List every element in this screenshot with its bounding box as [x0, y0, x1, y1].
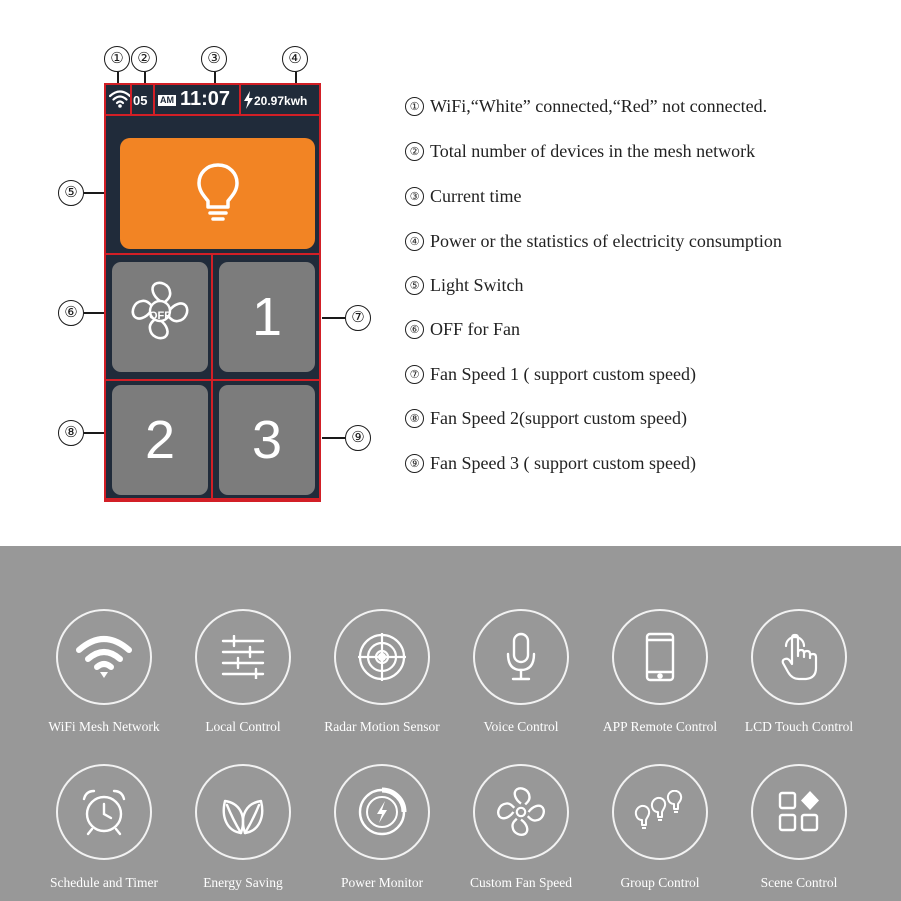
callout-7-leader	[322, 317, 345, 319]
callout-8: ⑧	[58, 420, 84, 446]
legend-item	[405, 408, 687, 429]
legend-text: Fan Speed 2(support custom speed)	[430, 408, 687, 428]
legend-text: Fan Speed 3 ( support custom speed)	[430, 453, 696, 473]
power-monitor-icon	[334, 764, 430, 860]
legend-item	[405, 231, 782, 252]
callout-3: ③	[201, 46, 227, 72]
legend-item	[405, 275, 524, 296]
legend-number: ⑤	[405, 276, 424, 295]
legend-number: ①	[405, 97, 424, 116]
light-switch-button[interactable]	[120, 138, 315, 249]
legend-item	[405, 319, 520, 340]
fan-speed-3-button[interactable]: 3	[219, 385, 315, 495]
callout-9-leader	[322, 437, 345, 439]
microphone-icon	[473, 609, 569, 705]
legend-item	[405, 186, 521, 207]
status-divider	[130, 85, 132, 115]
callout-5: ⑤	[58, 180, 84, 206]
switch-lcd-screen	[104, 83, 321, 500]
callout-7: ⑦	[345, 305, 371, 331]
feature-label: Radar Motion Sensor	[324, 719, 440, 734]
legend-item	[405, 364, 696, 385]
legend-number: ②	[405, 142, 424, 161]
legend-number: ④	[405, 232, 424, 251]
current-time: 11:07	[180, 88, 231, 110]
feature-label: Voice Control	[483, 719, 559, 734]
feature-label: LCD Touch Control	[744, 719, 854, 734]
callout-4: ④	[282, 46, 308, 72]
bulb-group-icon	[612, 764, 708, 860]
status-bar	[106, 85, 319, 116]
fan-icon	[473, 764, 569, 860]
legend-text: WiFi,“White” connected,“Red” not connected.	[430, 96, 768, 116]
device-count: 05	[133, 93, 148, 108]
fan-speed-2-button[interactable]: 2	[112, 385, 208, 495]
feature-label: WiFi Mesh Network	[48, 719, 160, 734]
legend-number: ⑥	[405, 320, 424, 339]
wifi-icon	[56, 609, 152, 705]
callout-1: ①	[104, 46, 130, 72]
feature-label: APP Remote Control	[602, 719, 718, 734]
scene-grid-icon	[751, 764, 847, 860]
legend-number: ③	[405, 187, 424, 206]
legend-text: Current time	[430, 186, 522, 206]
legend-text: Fan Speed 1 ( support custom speed)	[430, 364, 696, 384]
legend-text: Light Switch	[430, 275, 524, 295]
bolt-icon	[243, 91, 254, 113]
callout-6: ⑥	[58, 300, 84, 326]
alarm-clock-icon	[56, 764, 152, 860]
am-pm-badge: AM	[160, 95, 174, 105]
legend-number: ⑨	[405, 454, 424, 473]
feature-label: Energy Saving	[203, 875, 283, 890]
legend-text: Power or the statistics of electricity consumption	[430, 231, 782, 251]
fan-off-button[interactable]	[112, 262, 208, 372]
legend-number: ⑧	[405, 409, 424, 428]
feature-label: Schedule and Timer	[50, 875, 158, 890]
callout-5-leader	[84, 192, 104, 194]
callout-9: ⑨	[345, 425, 371, 451]
feature-label: Scene Control	[760, 875, 838, 890]
legend-item	[405, 453, 696, 474]
fan-speed-1-button[interactable]: 1	[219, 262, 315, 372]
feature-label: Group Control	[620, 875, 700, 890]
callout-2: ②	[131, 46, 157, 72]
callout-6-leader	[84, 312, 104, 314]
feature-label: Local Control	[205, 719, 281, 734]
leaf-icon	[195, 764, 291, 860]
legend-item	[405, 96, 767, 117]
energy-reading: 20.97kwh	[254, 94, 308, 108]
feature-panel	[0, 546, 901, 901]
smartphone-icon	[612, 609, 708, 705]
feature-label: Power Monitor	[340, 875, 424, 890]
legend-text: Total number of devices in the mesh network	[430, 141, 756, 161]
touch-hand-icon	[751, 609, 847, 705]
legend-text: OFF for Fan	[430, 319, 521, 339]
status-divider	[153, 85, 155, 115]
legend-item	[405, 141, 755, 162]
lightbulb-icon	[193, 161, 243, 227]
wifi-icon	[109, 89, 131, 113]
sliders-icon	[195, 609, 291, 705]
radar-icon	[334, 609, 430, 705]
callout-8-leader	[84, 432, 104, 434]
legend-number: ⑦	[405, 365, 424, 384]
status-divider	[239, 85, 241, 115]
feature-label: Custom Fan Speed	[469, 875, 572, 890]
fan-off-label: OFF	[149, 310, 171, 322]
